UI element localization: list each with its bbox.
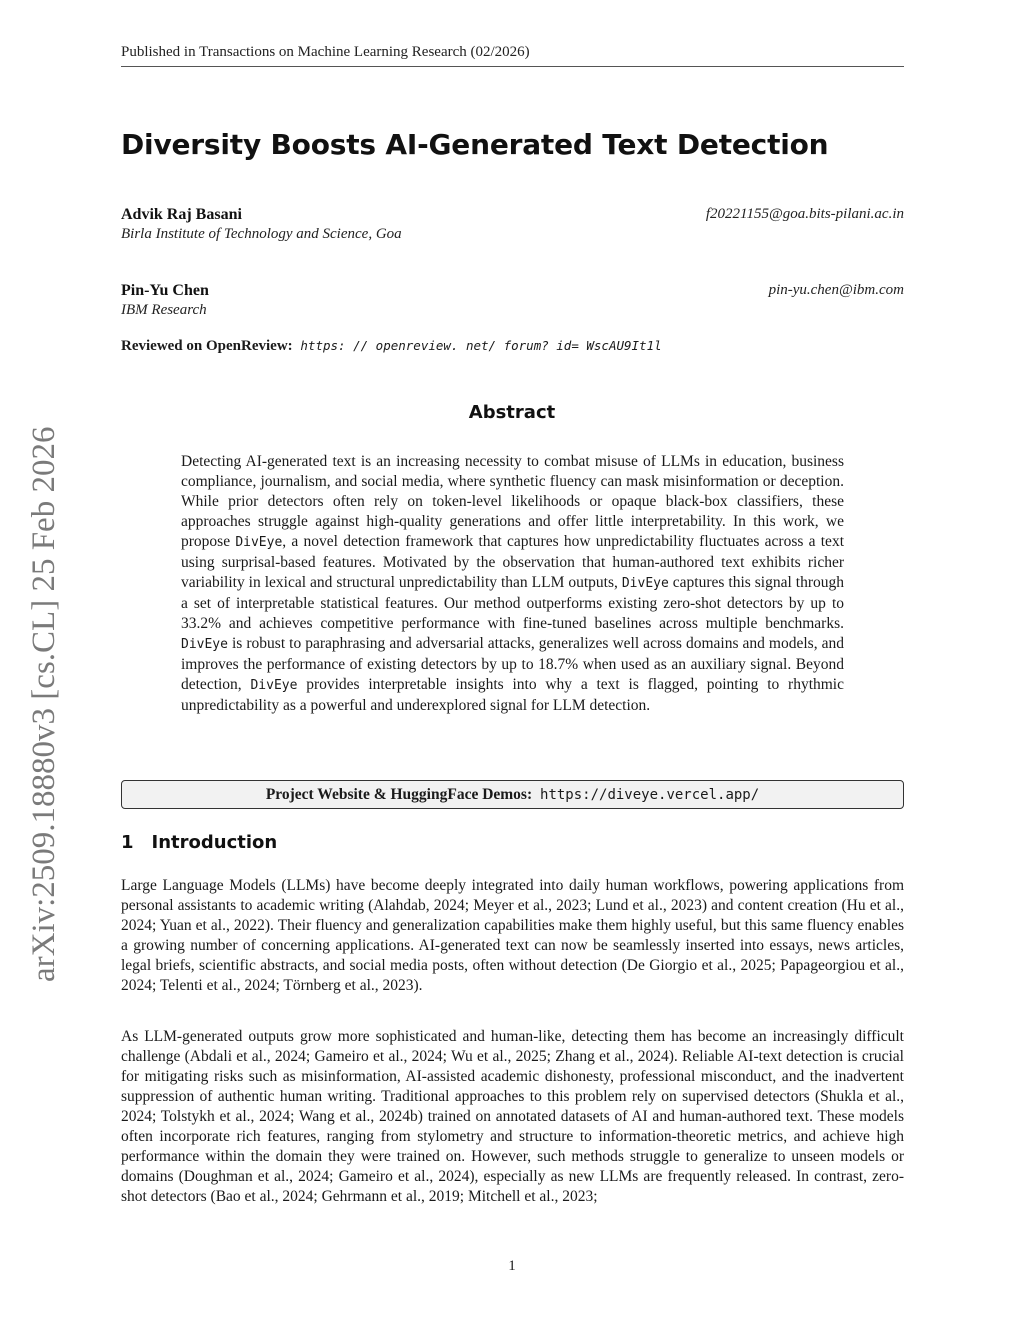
abstract-segment: Detecting AI-generated text is an increasing necessity to combat misuse of LLMs in education, business compliance, journalism, and social media, where synthetic fluency can mask misinformation or deception. While prior detectors often rely on token-level likelihoods or opaque black-box classifiers, these approaches struggle against high-quality generations and offer little interpretability. In this work, we propose bbox=[181, 453, 844, 550]
intro-paragraph-2: As LLM-generated outputs grow more sophisticated and human-like, detecting them has become an increasingly difficult challenge (Abdali et al., 2024; Gameiro et al., 2024; Wu et al., 2025; Zhang et al., 2024). Reliable AI-text detection is crucial for mitigating risks such as misinformation, AI-assisted academic dishonesty, professional misconduct, and the inadvertent suppression of authentic human writing. Traditional approaches to this problem rely on supervised detectors (Shukla et al., 2024; Tolstykh et al., 2024; Wang et al., 2024b) trained on annotated datasets of AI and human-authored text. These models often incorporate rich features, ranging from stylometry and structure to information-theoretic metrics, and achieve high performance within the domain they were trained on. However, such methods struggle to generalize to unseen models or domains (Doughman et al., 2024; Gameiro et al., 2024), especially as new LLMs are frequently released. In contrast, zero-shot detectors (Bao et al., 2024; Gehrmann et al., 2019; Mitchell et al., 2023; bbox=[121, 1028, 904, 1205]
abstract-heading: Abstract bbox=[468, 402, 556, 423]
page-number: 1 bbox=[508, 1258, 516, 1274]
running-head: Published in Transactions on Machine Learning Research (02/2026) bbox=[121, 44, 904, 67]
section-title: Introduction bbox=[151, 832, 278, 853]
section-number: 1 bbox=[121, 832, 134, 853]
paper-title: Diversity Boosts AI-Generated Text Detection bbox=[121, 128, 829, 161]
author-name: Advik Raj Basani bbox=[121, 206, 242, 223]
abstract-text bbox=[181, 452, 844, 716]
arxiv-identifier-stamp: arXiv:2509.18880v3 [cs.CL] 25 Feb 2026 bbox=[26, 426, 62, 982]
author-block-2 bbox=[121, 282, 904, 319]
section-heading-introduction bbox=[121, 832, 277, 853]
author-affiliation: IBM Research bbox=[121, 302, 207, 318]
review-label: Reviewed on OpenReview: bbox=[121, 338, 293, 354]
method-name: DivEye bbox=[181, 637, 228, 652]
abstract-segment: is robust to paraphrasing and adversarial attacks, generalizes well across domains and models, and improves the performance of existing detectors by up to 18.7% when used as an auxiliary signal. Beyond detection, bbox=[181, 635, 844, 693]
author-affiliation: Birla Institute of Technology and Science, Goa bbox=[121, 226, 402, 242]
abstract-segment: captures this signal through a set of interpretable statistical features. Our method outperforms existing zero-shot detectors by up to 33.2% and achieves competitive performance with fine-tuned baselines across multiple benchmarks. bbox=[181, 574, 844, 632]
openreview-link[interactable]: https: // openreview. net/ forum? id= WscAU9It1l bbox=[300, 338, 662, 353]
author-block-1 bbox=[121, 206, 904, 243]
abstract-segment: provides interpretable insights into why a text is flagged, pointing to rhythmic unpredictability as a powerful and underexplored signal for LLM detection. bbox=[181, 676, 844, 714]
abstract-segment: , a novel detection framework that captures how unpredictability fluctuates across a text using surprisal-based features. Motivated by the observation that human-authored text exhibits richer variability in lexical and structural unpredictability than LLM outputs, bbox=[181, 533, 844, 591]
review-line bbox=[121, 338, 662, 355]
intro-paragraph-1: Large Language Models (LLMs) have become deeply integrated into daily human workflows, powering applications from personal assistants to academic writing (Alahdab, 2024; Meyer et al., 2023; Lund et al., 2023) and content creation (Hu et al., 2024; Yuan et al., 2022). Their fluency and generalization capabilities make them highly useful, but this same fluency enables a growing number of concerning applications. AI-generated text can now be seamlessly inserted into essays, news articles, legal briefs, scientific abstracts, and social media posts, often without detection (De Giorgio et al., 2025; Papageorgiou et al., 2024; Telenti et al., 2024; Törnberg et al., 2023). bbox=[121, 877, 904, 994]
method-name: DivEye bbox=[250, 678, 298, 693]
author-email: pin-yu.chen@ibm.com bbox=[768, 282, 904, 298]
method-name: DivEye bbox=[235, 535, 283, 550]
project-website-box bbox=[121, 780, 904, 809]
author-name: Pin-Yu Chen bbox=[121, 282, 209, 299]
method-name: DivEye bbox=[621, 576, 669, 591]
author-email: f20221155@goa.bits-pilani.ac.in bbox=[705, 206, 904, 222]
project-label: Project Website & HuggingFace Demos: bbox=[265, 786, 533, 803]
project-website-link[interactable]: https://diveye.vercel.app/ bbox=[540, 787, 760, 803]
